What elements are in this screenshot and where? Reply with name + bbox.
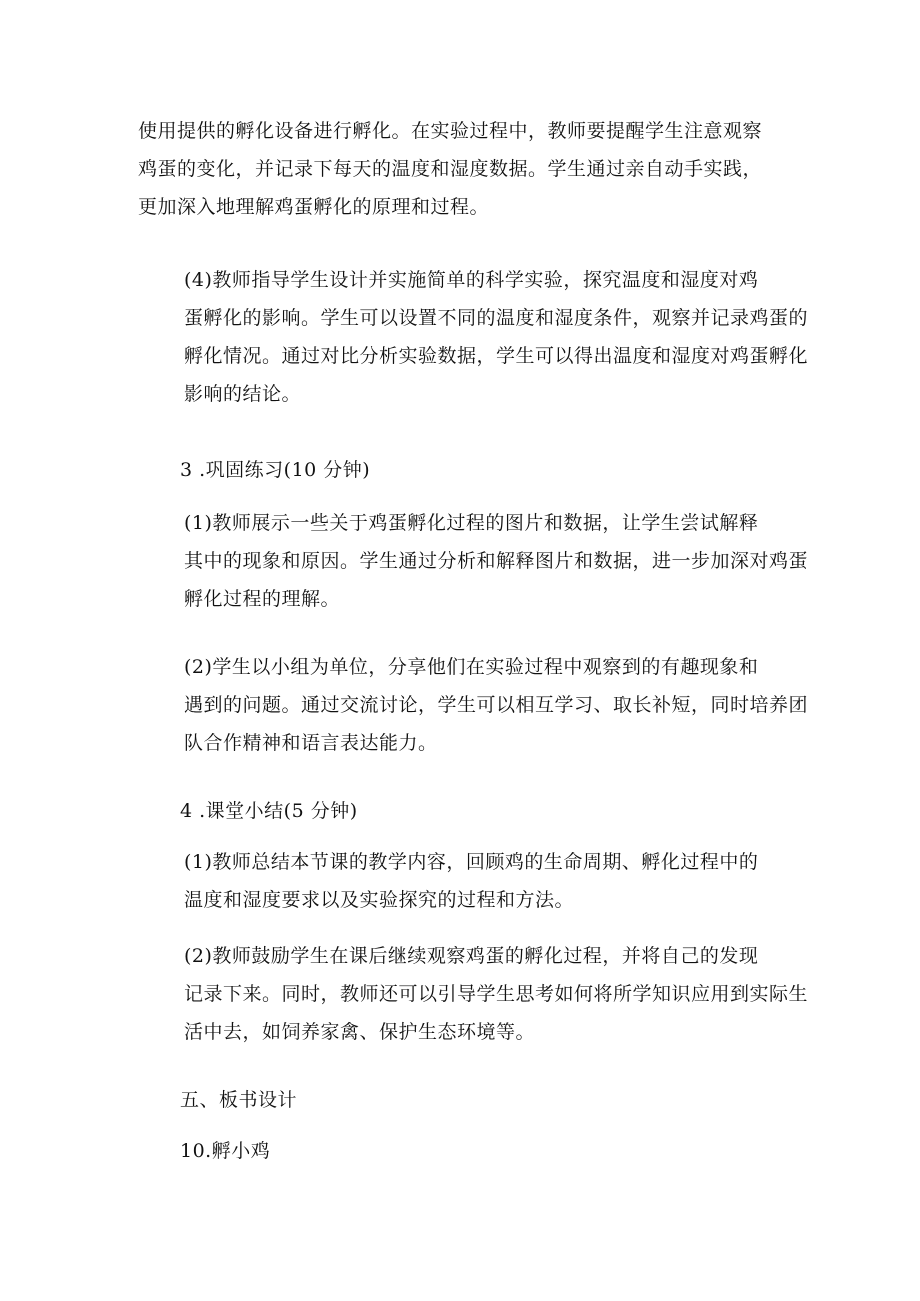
heading-text: 3 .巩固练习(10 分钟) bbox=[180, 459, 371, 481]
text-line: 记录下来。同时，教师还可以引导学生思考如何将所学知识应用到实际生 bbox=[184, 983, 809, 1005]
paragraph-practice-1 bbox=[138, 504, 809, 618]
text-line: 温度和湿度要求以及实验探究的过程和方法。 bbox=[184, 889, 575, 911]
text-line: (1)教师总结本节课的教学内容，回顾鸡的生命周期、孵化过程中的 bbox=[184, 851, 759, 873]
paragraph-experiment-design bbox=[138, 261, 809, 413]
text-line: 其中的现象和原因。学生通过分析和解释图片和数据，进一步加深对鸡蛋 bbox=[184, 550, 809, 572]
text-line: 孵化情况。通过对比分析实验数据，学生可以得出温度和湿度对鸡蛋孵化 bbox=[184, 345, 809, 367]
text-line: 活中去，如饲养家禽、保护生态环境等。 bbox=[184, 1021, 536, 1043]
text-line: 队合作精神和语言表达能力。 bbox=[184, 732, 438, 754]
paragraph-practice-2 bbox=[138, 648, 809, 762]
heading-text: 4 .课堂小结(5 分钟) bbox=[180, 800, 358, 822]
heading-text: 五、板书设计 bbox=[180, 1089, 298, 1111]
text-line: 孵化过程的理解。 bbox=[184, 588, 341, 610]
heading-text: 10.孵小鸡 bbox=[180, 1140, 271, 1162]
text-line: (4)教师指导学生设计并实施简单的科学实验，探究温度和湿度对鸡 bbox=[184, 269, 759, 291]
paragraph-summary-2 bbox=[138, 937, 809, 1051]
text-line: (1)教师展示一些关于鸡蛋孵化过程的图片和数据，让学生尝试解释 bbox=[184, 512, 759, 534]
section-heading-board-design bbox=[180, 1081, 780, 1119]
text-line: 蛋孵化的影响。学生可以设置不同的温度和湿度条件，观察并记录鸡蛋的 bbox=[184, 307, 809, 329]
section-heading-practice bbox=[180, 451, 780, 489]
paragraph-hatching-process bbox=[138, 112, 778, 226]
text-line: 鸡蛋的变化，并记录下每天的温度和湿度数据。学生通过亲自动手实践， bbox=[138, 158, 763, 180]
section-heading-summary bbox=[180, 792, 780, 830]
text-line: 更加深入地理解鸡蛋孵化的原理和过程。 bbox=[138, 196, 490, 218]
text-line: 遇到的问题。通过交流讨论，学生可以相互学习、取长补短，同时培养团 bbox=[184, 694, 809, 716]
text-line: (2)学生以小组为单位，分享他们在实验过程中观察到的有趣现象和 bbox=[184, 656, 759, 678]
paragraph-summary-1 bbox=[138, 843, 778, 919]
text-line: (2)教师鼓励学生在课后继续观察鸡蛋的孵化过程，并将自己的发现 bbox=[184, 945, 759, 967]
text-line: 使用提供的孵化设备进行孵化。在实验过程中，教师要提醒学生注意观察 bbox=[138, 120, 763, 142]
board-title bbox=[180, 1132, 780, 1170]
text-line: 影响的结论。 bbox=[184, 383, 302, 405]
